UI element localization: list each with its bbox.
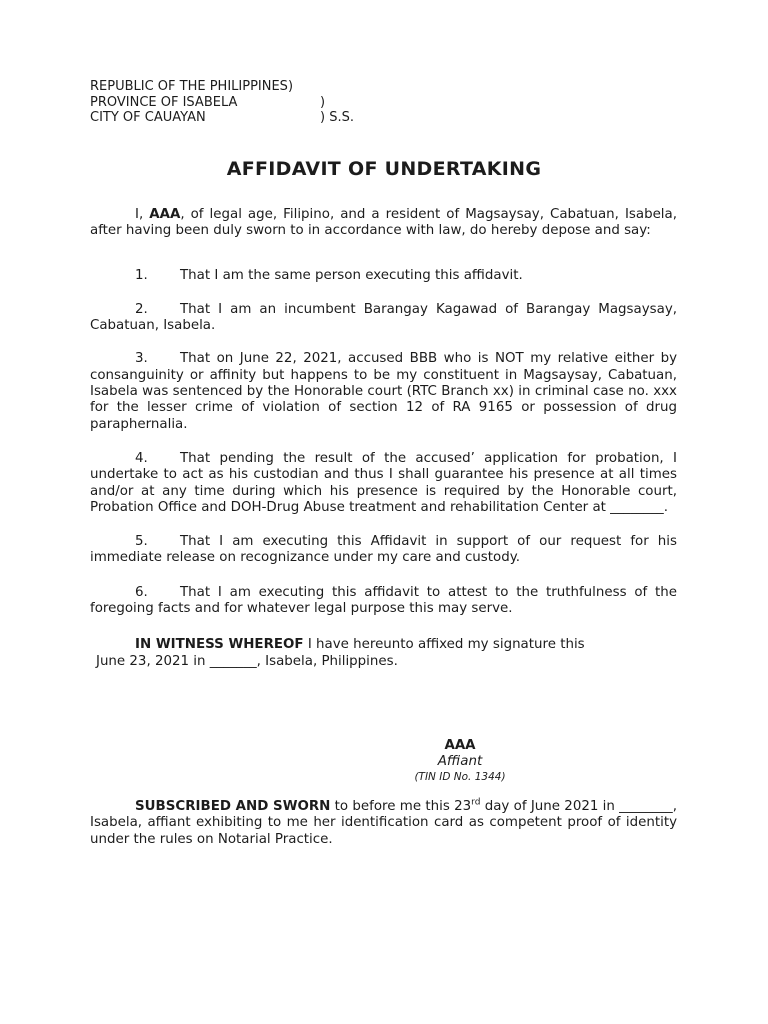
item-3 — [90, 351, 677, 432]
caption-republic: REPUBLIC OF THE PHILIPPINES) — [90, 79, 294, 94]
item-4 — [90, 451, 677, 516]
item-number: 4. — [135, 450, 148, 466]
jurat-paragraph — [90, 799, 677, 848]
caption-line-province — [90, 95, 354, 111]
intro-prefix: I, — [135, 207, 150, 222]
caption-province-bracket: ) — [320, 94, 326, 110]
item-number: 5. — [135, 534, 148, 550]
item-number: 1. — [135, 267, 148, 283]
item-number: 3. — [135, 351, 148, 367]
affiant-name: AAA — [149, 207, 181, 222]
item-2 — [90, 302, 677, 335]
item-text: That I am the same person executing this affidavit. — [180, 267, 523, 283]
item-text: That I am an incumbent Barangay Kagawad of Barangay Magsaysay, Cabatuan, Isabela. — [90, 301, 677, 334]
item-text: That I am executing this affidavit to attest to the truthfulness of the foregoing facts and for whatever legal purpose this may serve. — [90, 584, 677, 617]
caption-city-ss: ) S.S. — [320, 110, 354, 125]
caption-line-city — [90, 110, 354, 126]
item-1 — [90, 268, 677, 284]
witness-text: I have hereunto affixed my signature this — [303, 637, 585, 653]
caption-province: PROVINCE OF ISABELA — [90, 94, 238, 110]
signature-tin: (TIN ID No. 1344) — [414, 771, 506, 783]
item-text: That I am executing this Affidavit in support of our request for his immediate release on recognizance under my care and custody. — [90, 534, 677, 566]
witness-date-line: June 23, 2021 in _______, Isabela, Philippines. — [96, 653, 398, 669]
intro-paragraph — [90, 207, 677, 240]
document-title: AFFIDAVIT OF UNDERTAKING — [226, 158, 542, 180]
jurat-text-2: day of June 2021 in ________, Isabela, affiant exhibiting to me her identification card as competent proof of identity under the rules on Notarial Practice. — [90, 799, 678, 847]
venue-caption — [90, 79, 354, 126]
signature-block — [300, 738, 620, 784]
item-number: 6. — [135, 584, 148, 600]
witness-paragraph — [90, 637, 677, 653]
jurat-text-1: to before me this 23 — [330, 799, 472, 814]
witness-lead: IN WITNESS WHEREOF — [135, 637, 304, 653]
caption-city: CITY OF CAUAYAN — [90, 110, 206, 125]
jurat-ordinal: rd — [471, 797, 481, 808]
intro-text: , of legal age, Filipino, and a resident of Magsaysay, Cabatuan, Isabela, after having been duly sworn to in accordance with law, do hereby depose and say: — [90, 207, 677, 239]
jurat — [90, 799, 677, 848]
item-text: That on June 22, 2021, accused BBB who is NOT my relative either by consanguinity or affinity but happens to be my constituent in Magsaysay, Cabatuan, Isabela was sentenced by the Honorable court (RTC Branch xx) in criminal case no. xxx for the lesser crime of violation of section 12 of RA 9165 or possession of drug paraphernalia. — [90, 351, 677, 432]
affidavit-body — [90, 207, 677, 670]
item-number: 2. — [135, 301, 148, 317]
item-text: That pending the result of the accused’ application for probation, I undertake to act as his custodian and thus I shall guarantee his presence at all times and/or at any time during which his presence is required by the Honorable court, Probation Office and DOH-Drug Abuse treatment and rehabilitation Center at ________. — [90, 450, 677, 515]
item-5 — [90, 534, 677, 567]
item-6 — [90, 585, 677, 618]
signature-role: Affiant — [437, 754, 483, 769]
signature-name: AAA — [444, 738, 476, 753]
caption-line-republic — [90, 79, 354, 95]
jurat-lead: SUBSCRIBED AND SWORN — [135, 799, 331, 814]
